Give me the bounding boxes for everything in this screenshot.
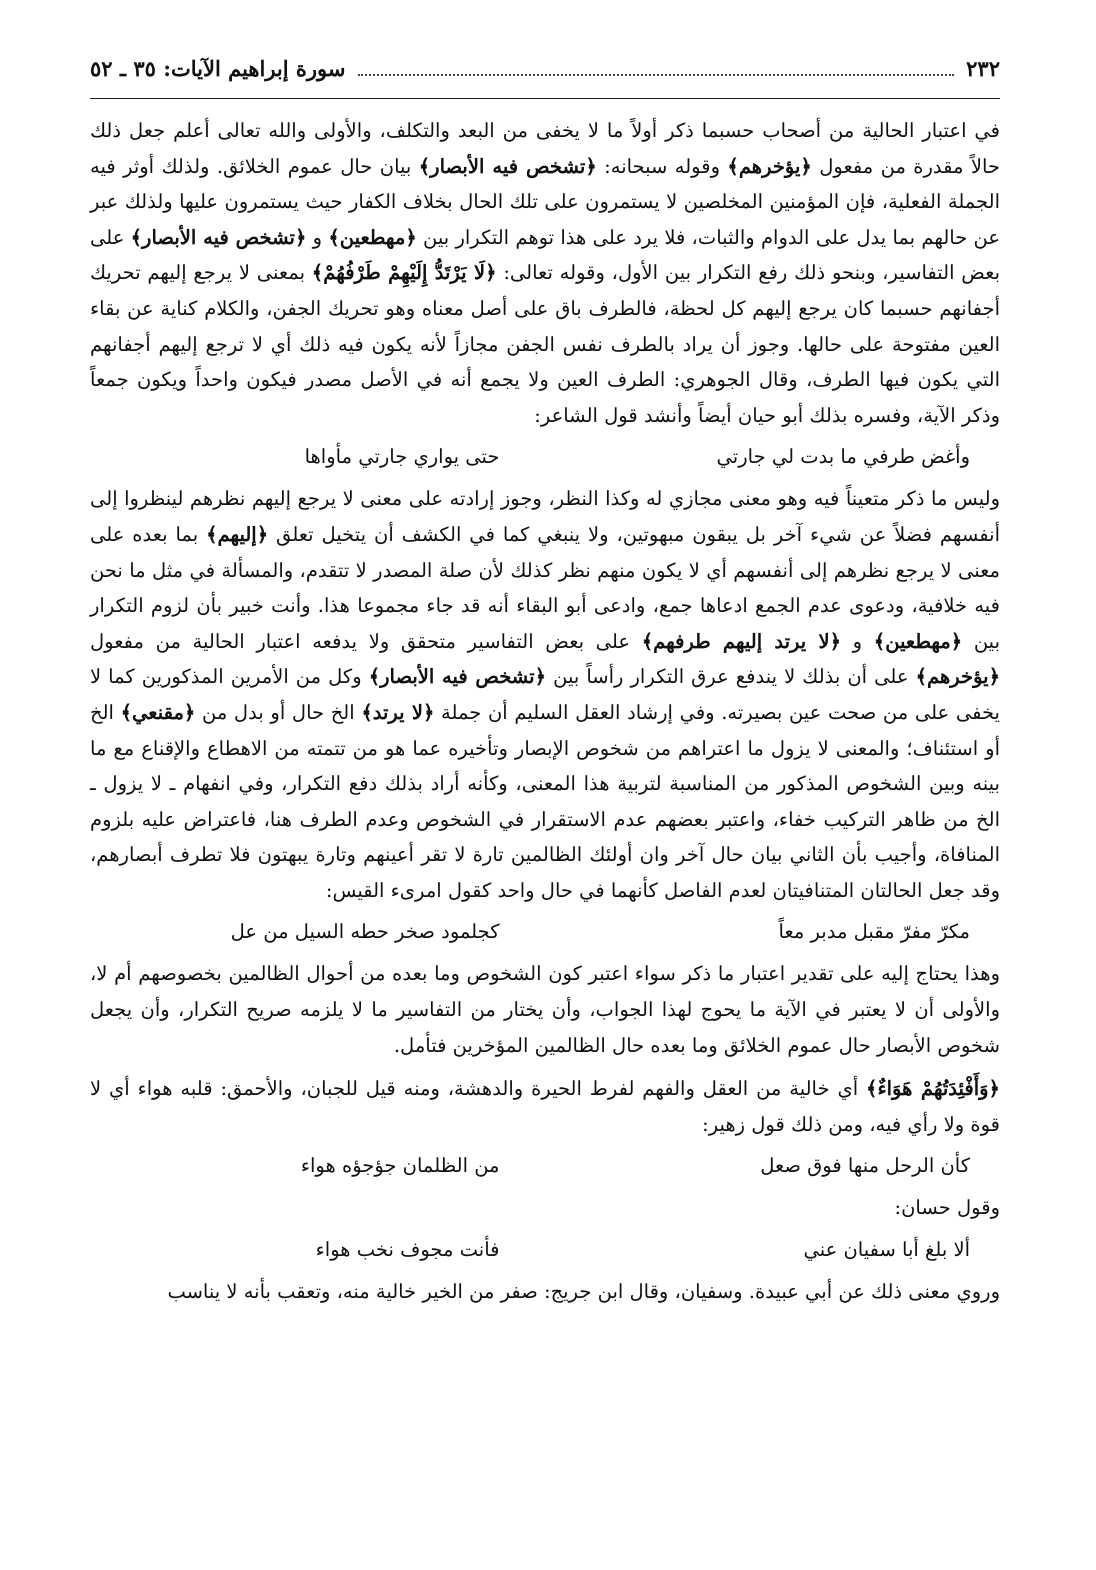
paragraph bbox=[90, 1274, 1000, 1310]
verse-second-hemistich: كجلمود صخر حطه السيل من عل bbox=[230, 920, 500, 944]
quran-quote: ﴿لا يرتد إليهم طرفهم﴾ bbox=[641, 629, 842, 653]
paragraph bbox=[90, 113, 1000, 433]
text-segment: على بعض التفاسير، وبنحو ذلك رفع التكرار بين الأول، وقوله تعالى: bbox=[90, 225, 1001, 285]
text-segment: وقوله سبحانه: bbox=[596, 154, 728, 178]
running-title: سورة إبراهيم الآيات: ٣٥ ـ ٥٢ bbox=[90, 56, 346, 81]
verse-first-hemistich: كأن الرحل منها فوق صعل bbox=[760, 1154, 970, 1178]
poetry-verse bbox=[90, 433, 1000, 481]
page-number: ٢٣٢ bbox=[966, 56, 1000, 81]
text-segment: الخ أو استئناف؛ والمعنى لا يزول ما اعتراهم من شخوص الإبصار وتأخيره عما هو من تتمته من الاهطاع والإقناع مع ما بينه وبين الشخوص المذكور من المناسبة لتربية هذا المعنى، وكأنه أراد بذلك دفع التكرار، وفي انفهام ـ لا يزول ـ الخ من ظاهر التركيب خفاء، واعتبر بعضهم عدم الاستقرار في الشخوص وعدم الطرف هنا، فاعتراض عليه بلزوم المنافاة، وأجيب بأن الثاني بيان حال آخر وان أولئك الظالمين تارة لا تقر أعينهم وتارة يبهتون فلا تطرف أبصارهم، وقد جعل الحالتان المتنافيتان لعدم الفاصل كأنهما في حال واحد كقول امرىء القيس: bbox=[90, 700, 1000, 902]
quran-quote: ﴿يؤخرهم﴾ bbox=[915, 665, 1001, 689]
paragraph bbox=[90, 956, 1000, 1063]
verse-first-hemistich: مكرّ مفرّ مقبل مدبر معاً bbox=[778, 920, 970, 944]
quran-quote: ﴿مهطعين﴾ bbox=[873, 629, 963, 653]
text-segment: وكل من الأمرين المذكورين كما لا يخفى على من صحت عين بصيرته. وفي إرشاد العقل السليم أن جملة bbox=[90, 665, 1000, 724]
poetry-verse bbox=[90, 1142, 1000, 1190]
verse-second-hemistich: فأنت مجوف نخب هواء bbox=[315, 1238, 500, 1262]
page-body bbox=[90, 113, 1000, 1310]
verse-intro: وقول حسان: bbox=[894, 1196, 1000, 1220]
quran-quote: ﴿تشخص فيه الأبصار﴾ bbox=[368, 665, 547, 689]
text-segment: الخ حال أو بدل من bbox=[195, 700, 362, 724]
text-segment: بيان حال عموم الخلائق. ولذلك أوثر فيه الجملة الفعلية، فإن المؤمنين المخلصين لا يستمرون على تلك الحال بخلاف الكفار حيث يستمرون عليها ولذلك عبر عن حالهم بما يدل على الدوام والثبات، فلا يرد على هذا توهم التكرار بين bbox=[90, 154, 1001, 249]
verse-second-hemistich: من الظلمان جؤجؤه هواء bbox=[300, 1154, 500, 1178]
poetry-verse bbox=[90, 908, 1000, 956]
text-segment: وهذا يحتاج إليه على تقدير اعتبار ما ذكر سواء اعتبر كون الشخوص وما بعده من أحوال الظالمين بخصوصهم أم لا، والأولى أن لا يعتبر في الآية ما يحوج لهذا الجواب، وأن يختار من التفاسير ما لا يلزمه صريح التكرار، وأن يجعل شخوص الأبصار حال عموم الخلائق وما بعده حال الظالمين المؤخرين فتأمل. bbox=[90, 962, 1000, 1057]
text-segment: أي خالية من العقل والفهم لفرط الحيرة والدهشة، ومنه قيل للجبان، والأحمق: قلبه هواء أي لا قوة ولا رأي فيه، ومن ذلك قول زهير: bbox=[90, 1077, 1000, 1136]
text-segment: على بعض التفاسير متحقق ولا يدفعه اعتبار الحالية من مفعول bbox=[90, 629, 642, 653]
header-dotted-leader bbox=[358, 60, 955, 76]
text-segment: بما بعده على معنى لا يرجع نظرهم إلى أنفسهم أي لا يكون منهم نظر كذلك لأن صلة المصدر لا تتقدم، والمسألة في مثل ما نحن فيه خلافية، ودعوى عدم الجمع ادعاها جمع، وادعى أبو البقاء أنه قد جاء مجموعا هذا. وأنت خبير بأن لزوم التكرار بين bbox=[90, 522, 1000, 653]
verse-first-hemistich: وأغض طرفي ما بدت لي جارتي bbox=[716, 445, 970, 469]
quran-quote: ﴿إليهم﴾ bbox=[206, 522, 269, 546]
text-segment: و bbox=[841, 629, 874, 653]
paragraph bbox=[90, 1071, 1000, 1142]
quran-quote: ﴿تشخص فيه الأبصار﴾ bbox=[418, 154, 597, 178]
quran-quote: ﴿لا يرتد﴾ bbox=[361, 700, 435, 724]
quran-quote: ﴿تشخص فيه الأبصار﴾ bbox=[130, 225, 307, 249]
text-segment: بمعنى لا يرجع إليهم تحريك أجفانهم حسبما كان يرجع إليهم كل لحظة، فالطرف باق على أصل معناه وهو تحريك الجفن، والكلام كناية عن بقاء العين مفتوحة على حالها. وجوز أن يراد بالطرف نفس الجفن مجازاً لأنه يكون فيه ذلك أي لا ترجع إليهم أجفانهم التي يكون فيها الطرف، وقال الجوهري: الطرف العين ولا يجمع أنه في الأصل مصدر فيكون واحداً ويكون جمعاً وذكر الآية، وفسره بذلك أبو حيان أيضاً وأنشد قول الشاعر: bbox=[90, 261, 1000, 427]
quran-quote: ﴿لَا يَرْتَدُّ إِلَيْهِمْ طَرْفُهُمْ﴾ bbox=[311, 261, 497, 285]
quran-quote: ﴿مقنعي﴾ bbox=[120, 700, 196, 724]
page-header bbox=[90, 56, 1000, 99]
quran-quote: ﴿يؤخرهم﴾ bbox=[727, 154, 812, 178]
text-segment: على أن بذلك لا يندفع عرق التكرار رأساً بين bbox=[546, 665, 916, 689]
text-segment: و bbox=[306, 225, 329, 249]
text-segment: وروي معنى ذلك عن أبي عبيدة. وسفيان، وقال ابن جريج: صفر من الخير خالية منه، وتعقب بأنه لا يناسب bbox=[167, 1280, 1000, 1304]
paragraph bbox=[90, 481, 1000, 908]
text-segment: وليس ما ذكر متعيناً فيه وهو معنى مجازي له وكذا النظر، وجوز إرادته على معنى لا يرجع إليهم نظرهم لينظروا إلى أنفسهم فضلاً عن شيء آخر بل يبقون مبهوتين، ولا ينبغي كما في الكشف أن يتخيل تعلق bbox=[90, 487, 1000, 546]
verse-second-hemistich: حتى يواري جارتي مأواها bbox=[304, 445, 500, 469]
text-segment: في اعتبار الحالية من أصحاب حسبما ذكر أولاً ما لا يخفى من البعد والتكلف، والأولى والله تعالى أعلم جعل ذلك حالاً مقدرة من مفعول bbox=[90, 119, 1000, 178]
verse-first-hemistich: ألا بلغ أبا سفيان عني bbox=[803, 1238, 970, 1262]
quran-quote: ﴿مهطعين﴾ bbox=[328, 225, 417, 249]
quran-quote: ﴿وَأَفْئِدَتُهُمْ هَوَاءٌ﴾ bbox=[866, 1077, 1000, 1101]
poetry-verse bbox=[90, 1226, 1000, 1274]
